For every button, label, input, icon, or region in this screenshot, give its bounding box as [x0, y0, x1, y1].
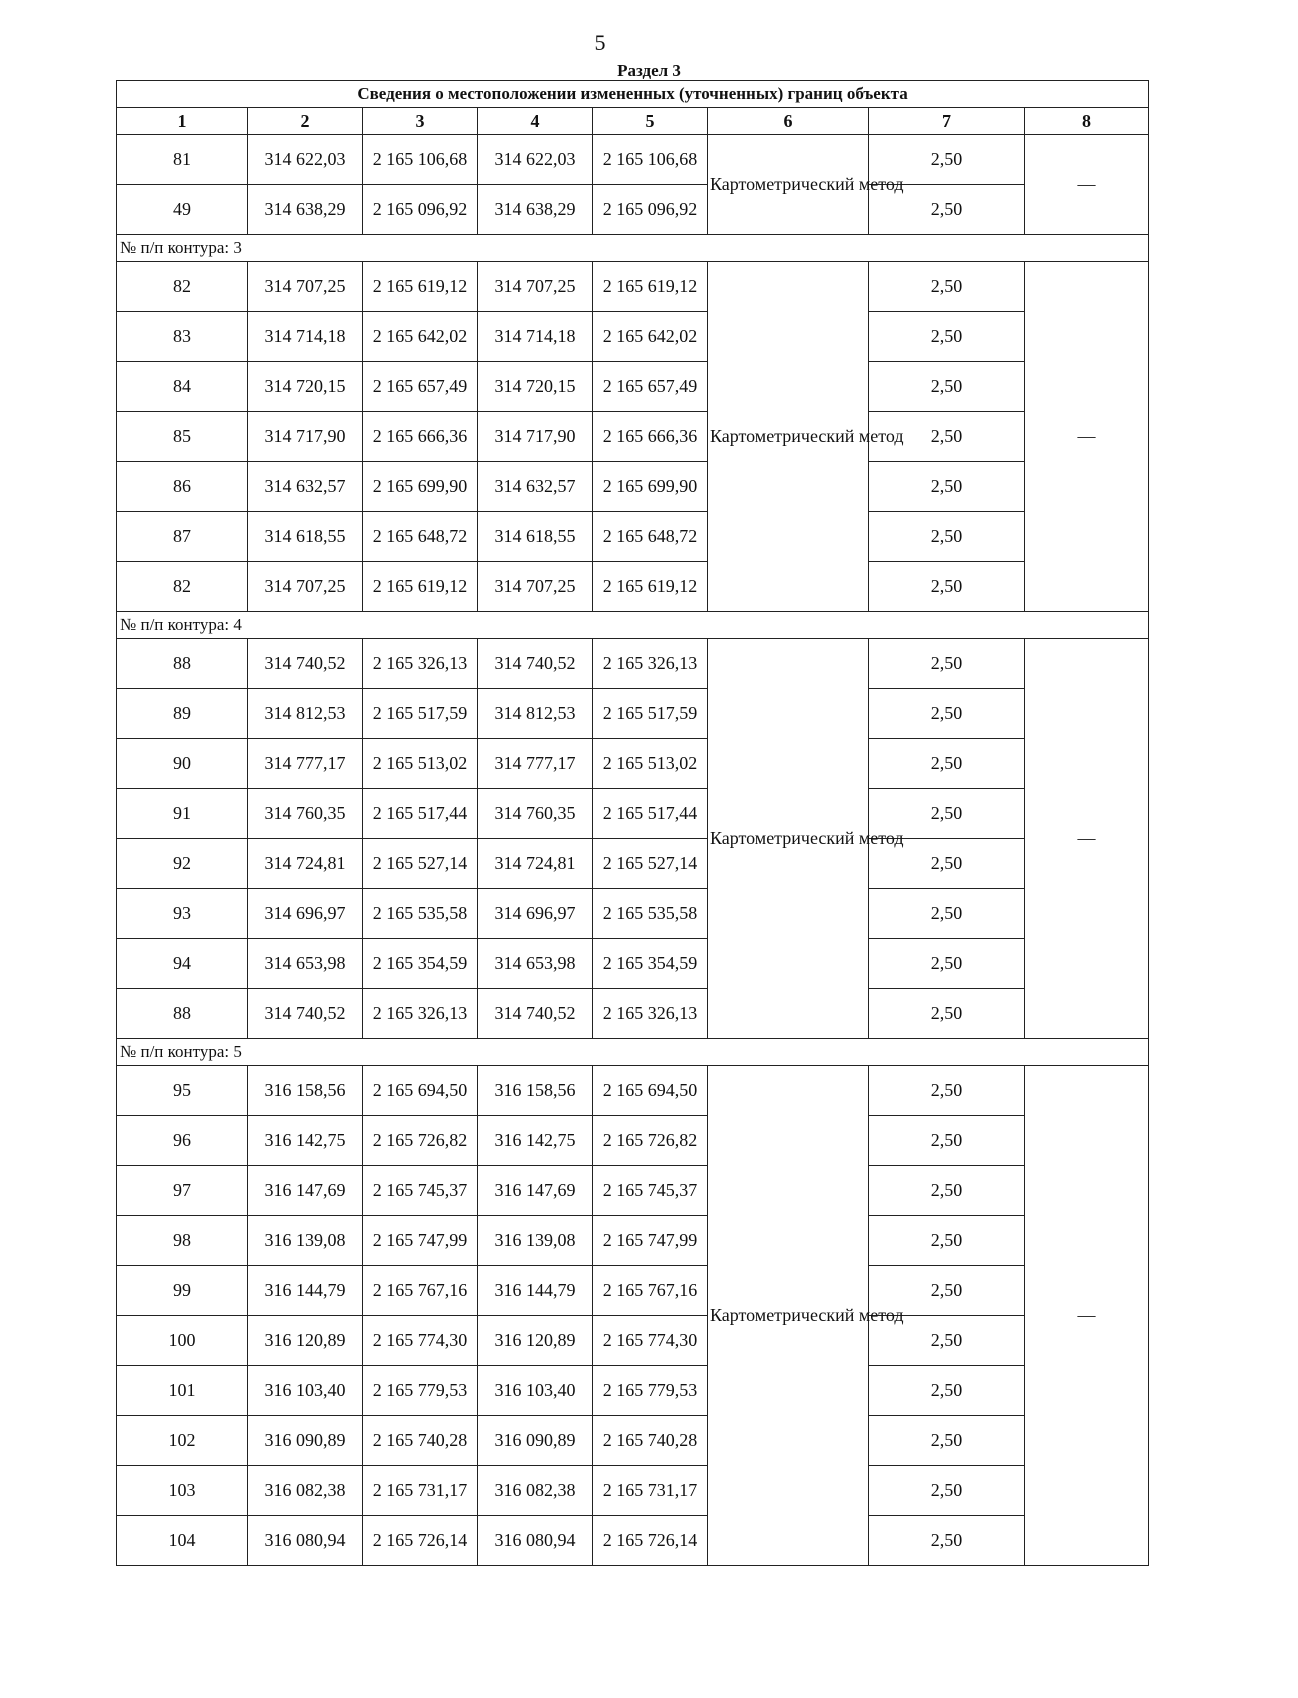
existing-x-cell: 314 622,03 [248, 135, 363, 185]
contour-label: № п/п контура: 5 [117, 1039, 1149, 1066]
refined-y-cell: 2 165 106,68 [593, 135, 708, 185]
point-number-cell: 88 [117, 989, 248, 1039]
existing-y-cell: 2 165 535,58 [363, 889, 478, 939]
refined-y-cell: 2 165 657,49 [593, 362, 708, 412]
refined-y-cell: 2 165 513,02 [593, 739, 708, 789]
existing-y-cell: 2 165 694,50 [363, 1066, 478, 1116]
accuracy-cell: 2,50 [869, 689, 1025, 739]
page-number: 5 [594, 30, 606, 55]
table-row [117, 989, 1149, 1039]
refined-x-cell: 316 147,69 [478, 1166, 593, 1216]
table-row [117, 789, 1149, 839]
existing-x-cell: 316 082,38 [248, 1466, 363, 1516]
refined-y-cell: 2 165 096,92 [593, 185, 708, 235]
refined-y-cell: 2 165 747,99 [593, 1216, 708, 1266]
table-row [117, 839, 1149, 889]
refined-x-cell: 314 760,35 [478, 789, 593, 839]
column-header-row [117, 108, 1149, 135]
existing-y-cell: 2 165 517,44 [363, 789, 478, 839]
refined-x-cell: 314 714,18 [478, 312, 593, 362]
accuracy-cell: 2,50 [869, 1266, 1025, 1316]
existing-x-cell: 314 740,52 [248, 989, 363, 1039]
existing-y-cell: 2 165 767,16 [363, 1266, 478, 1316]
refined-y-cell: 2 165 745,37 [593, 1166, 708, 1216]
existing-x-cell: 316 144,79 [248, 1266, 363, 1316]
point-number-cell: 82 [117, 262, 248, 312]
refined-x-cell: 314 638,29 [478, 185, 593, 235]
existing-y-cell: 2 165 657,49 [363, 362, 478, 412]
existing-y-cell: 2 165 747,99 [363, 1216, 478, 1266]
accuracy-cell: 2,50 [869, 889, 1025, 939]
accuracy-cell: 2,50 [869, 262, 1025, 312]
existing-y-cell: 2 165 527,14 [363, 839, 478, 889]
table-row [117, 1466, 1149, 1516]
table-caption: Сведения о местоположении измененных (уточненных) границ объекта [117, 81, 1149, 108]
accuracy-cell: 2,50 [869, 1516, 1025, 1566]
existing-y-cell: 2 165 106,68 [363, 135, 478, 185]
refined-x-cell: 314 717,90 [478, 412, 593, 462]
refined-x-cell: 314 707,25 [478, 562, 593, 612]
accuracy-cell: 2,50 [869, 412, 1025, 462]
existing-x-cell: 314 707,25 [248, 562, 363, 612]
existing-y-cell: 2 165 774,30 [363, 1316, 478, 1366]
contour-label-row [117, 612, 1149, 639]
boundary-coordinates-table [116, 80, 1149, 1566]
refined-y-cell: 2 165 779,53 [593, 1366, 708, 1416]
accuracy-cell: 2,50 [869, 1316, 1025, 1366]
method-cell: Картометрический метод [708, 1066, 869, 1566]
existing-x-cell: 314 777,17 [248, 739, 363, 789]
existing-y-cell: 2 165 666,36 [363, 412, 478, 462]
point-number-cell: 92 [117, 839, 248, 889]
existing-x-cell: 316 139,08 [248, 1216, 363, 1266]
table-row [117, 1316, 1149, 1366]
existing-x-cell: 316 080,94 [248, 1516, 363, 1566]
accuracy-cell: 2,50 [869, 1116, 1025, 1166]
point-number-cell: 99 [117, 1266, 248, 1316]
accuracy-cell: 2,50 [869, 839, 1025, 889]
refined-x-cell: 314 724,81 [478, 839, 593, 889]
point-number-cell: 91 [117, 789, 248, 839]
existing-x-cell: 314 760,35 [248, 789, 363, 839]
existing-y-cell: 2 165 513,02 [363, 739, 478, 789]
refined-x-cell: 314 696,97 [478, 889, 593, 939]
refined-x-cell: 316 142,75 [478, 1116, 593, 1166]
section-title: Раздел 3 [617, 61, 681, 80]
column-header: 3 [363, 108, 478, 135]
table-body [117, 135, 1149, 1566]
point-number-cell: 96 [117, 1116, 248, 1166]
method-cell: Картометрический метод [708, 262, 869, 612]
contour-label-row [117, 235, 1149, 262]
column-header: 8 [1025, 108, 1149, 135]
accuracy-cell: 2,50 [869, 1366, 1025, 1416]
column-header: 5 [593, 108, 708, 135]
table-row [117, 362, 1149, 412]
point-number-cell: 94 [117, 939, 248, 989]
note-cell: — [1025, 135, 1149, 235]
existing-y-cell: 2 165 731,17 [363, 1466, 478, 1516]
existing-y-cell: 2 165 096,92 [363, 185, 478, 235]
contour-label: № п/п контура: 4 [117, 612, 1149, 639]
table-row [117, 1516, 1149, 1566]
note-cell: — [1025, 1066, 1149, 1566]
existing-x-cell: 314 618,55 [248, 512, 363, 562]
refined-x-cell: 314 740,52 [478, 989, 593, 1039]
table-row [117, 262, 1149, 312]
table-row [117, 412, 1149, 462]
point-number-cell: 93 [117, 889, 248, 939]
existing-y-cell: 2 165 619,12 [363, 262, 478, 312]
existing-x-cell: 316 103,40 [248, 1366, 363, 1416]
contour-label: № п/п контура: 3 [117, 235, 1149, 262]
accuracy-cell: 2,50 [869, 939, 1025, 989]
accuracy-cell: 2,50 [869, 135, 1025, 185]
refined-y-cell: 2 165 666,36 [593, 412, 708, 462]
table-row [117, 739, 1149, 789]
existing-x-cell: 314 724,81 [248, 839, 363, 889]
refined-x-cell: 316 120,89 [478, 1316, 593, 1366]
existing-y-cell: 2 165 326,13 [363, 639, 478, 689]
refined-y-cell: 2 165 726,82 [593, 1116, 708, 1166]
point-number-cell: 86 [117, 462, 248, 512]
table-row [117, 185, 1149, 235]
refined-y-cell: 2 165 774,30 [593, 1316, 708, 1366]
refined-y-cell: 2 165 767,16 [593, 1266, 708, 1316]
accuracy-cell: 2,50 [869, 789, 1025, 839]
point-number-cell: 88 [117, 639, 248, 689]
refined-x-cell: 314 622,03 [478, 135, 593, 185]
refined-x-cell: 316 103,40 [478, 1366, 593, 1416]
accuracy-cell: 2,50 [869, 312, 1025, 362]
existing-y-cell: 2 165 326,13 [363, 989, 478, 1039]
refined-x-cell: 314 720,15 [478, 362, 593, 412]
point-number-cell: 85 [117, 412, 248, 462]
refined-x-cell: 316 090,89 [478, 1416, 593, 1466]
point-number-cell: 95 [117, 1066, 248, 1116]
point-number-cell: 90 [117, 739, 248, 789]
note-cell: — [1025, 639, 1149, 1039]
existing-x-cell: 314 696,97 [248, 889, 363, 939]
refined-y-cell: 2 165 619,12 [593, 562, 708, 612]
table-row [117, 1366, 1149, 1416]
table-row [117, 1216, 1149, 1266]
note-cell: — [1025, 262, 1149, 612]
existing-x-cell: 314 714,18 [248, 312, 363, 362]
refined-y-cell: 2 165 354,59 [593, 939, 708, 989]
existing-x-cell: 314 632,57 [248, 462, 363, 512]
accuracy-cell: 2,50 [869, 989, 1025, 1039]
point-number-cell: 89 [117, 689, 248, 739]
refined-x-cell: 316 080,94 [478, 1516, 593, 1566]
point-number-cell: 82 [117, 562, 248, 612]
point-number-cell: 87 [117, 512, 248, 562]
accuracy-cell: 2,50 [869, 1166, 1025, 1216]
point-number-cell: 102 [117, 1416, 248, 1466]
refined-x-cell: 316 144,79 [478, 1266, 593, 1316]
point-number-cell: 83 [117, 312, 248, 362]
refined-y-cell: 2 165 619,12 [593, 262, 708, 312]
refined-y-cell: 2 165 648,72 [593, 512, 708, 562]
existing-x-cell: 316 090,89 [248, 1416, 363, 1466]
accuracy-cell: 2,50 [869, 1416, 1025, 1466]
table-row [117, 1116, 1149, 1166]
accuracy-cell: 2,50 [869, 512, 1025, 562]
table-row [117, 689, 1149, 739]
refined-y-cell: 2 165 740,28 [593, 1416, 708, 1466]
refined-x-cell: 314 707,25 [478, 262, 593, 312]
refined-y-cell: 2 165 699,90 [593, 462, 708, 512]
table-row [117, 135, 1149, 185]
method-cell: Картометрический метод [708, 639, 869, 1039]
table-row [117, 462, 1149, 512]
existing-x-cell: 316 147,69 [248, 1166, 363, 1216]
column-header: 4 [478, 108, 593, 135]
refined-y-cell: 2 165 517,59 [593, 689, 708, 739]
existing-x-cell: 316 158,56 [248, 1066, 363, 1116]
accuracy-cell: 2,50 [869, 362, 1025, 412]
existing-x-cell: 314 720,15 [248, 362, 363, 412]
refined-y-cell: 2 165 326,13 [593, 989, 708, 1039]
table-row [117, 889, 1149, 939]
table-row [117, 312, 1149, 362]
refined-y-cell: 2 165 535,58 [593, 889, 708, 939]
accuracy-cell: 2,50 [869, 462, 1025, 512]
point-number-cell: 98 [117, 1216, 248, 1266]
refined-y-cell: 2 165 517,44 [593, 789, 708, 839]
existing-y-cell: 2 165 745,37 [363, 1166, 478, 1216]
existing-y-cell: 2 165 779,53 [363, 1366, 478, 1416]
point-number-cell: 100 [117, 1316, 248, 1366]
accuracy-cell: 2,50 [869, 639, 1025, 689]
table-row [117, 512, 1149, 562]
accuracy-cell: 2,50 [869, 1466, 1025, 1516]
point-number-cell: 104 [117, 1516, 248, 1566]
accuracy-cell: 2,50 [869, 562, 1025, 612]
accuracy-cell: 2,50 [869, 185, 1025, 235]
existing-y-cell: 2 165 699,90 [363, 462, 478, 512]
table-row [117, 562, 1149, 612]
table-row [117, 1166, 1149, 1216]
refined-x-cell: 314 653,98 [478, 939, 593, 989]
table-row [117, 939, 1149, 989]
existing-x-cell: 314 653,98 [248, 939, 363, 989]
existing-y-cell: 2 165 642,02 [363, 312, 478, 362]
accuracy-cell: 2,50 [869, 1066, 1025, 1116]
existing-y-cell: 2 165 726,82 [363, 1116, 478, 1166]
point-number-cell: 97 [117, 1166, 248, 1216]
refined-y-cell: 2 165 642,02 [593, 312, 708, 362]
existing-x-cell: 314 812,53 [248, 689, 363, 739]
table-row [117, 1066, 1149, 1116]
refined-x-cell: 316 082,38 [478, 1466, 593, 1516]
refined-y-cell: 2 165 326,13 [593, 639, 708, 689]
existing-y-cell: 2 165 648,72 [363, 512, 478, 562]
column-header: 7 [869, 108, 1025, 135]
refined-y-cell: 2 165 731,17 [593, 1466, 708, 1516]
accuracy-cell: 2,50 [869, 1216, 1025, 1266]
refined-x-cell: 314 812,53 [478, 689, 593, 739]
column-header: 2 [248, 108, 363, 135]
existing-x-cell: 314 717,90 [248, 412, 363, 462]
existing-y-cell: 2 165 740,28 [363, 1416, 478, 1466]
point-number-cell: 49 [117, 185, 248, 235]
method-cell: Картометрический метод [708, 135, 869, 235]
existing-x-cell: 314 638,29 [248, 185, 363, 235]
existing-x-cell: 314 707,25 [248, 262, 363, 312]
refined-x-cell: 316 139,08 [478, 1216, 593, 1266]
refined-y-cell: 2 165 527,14 [593, 839, 708, 889]
existing-y-cell: 2 165 726,14 [363, 1516, 478, 1566]
table-row [117, 639, 1149, 689]
existing-x-cell: 316 142,75 [248, 1116, 363, 1166]
refined-x-cell: 314 632,57 [478, 462, 593, 512]
column-header: 1 [117, 108, 248, 135]
existing-y-cell: 2 165 517,59 [363, 689, 478, 739]
existing-y-cell: 2 165 619,12 [363, 562, 478, 612]
point-number-cell: 81 [117, 135, 248, 185]
refined-x-cell: 314 618,55 [478, 512, 593, 562]
refined-y-cell: 2 165 694,50 [593, 1066, 708, 1116]
refined-y-cell: 2 165 726,14 [593, 1516, 708, 1566]
refined-x-cell: 314 777,17 [478, 739, 593, 789]
accuracy-cell: 2,50 [869, 739, 1025, 789]
existing-x-cell: 314 740,52 [248, 639, 363, 689]
column-header: 6 [708, 108, 869, 135]
refined-x-cell: 314 740,52 [478, 639, 593, 689]
refined-x-cell: 316 158,56 [478, 1066, 593, 1116]
existing-x-cell: 316 120,89 [248, 1316, 363, 1366]
table-row [117, 1416, 1149, 1466]
contour-label-row [117, 1039, 1149, 1066]
point-number-cell: 103 [117, 1466, 248, 1516]
table-row [117, 1266, 1149, 1316]
existing-y-cell: 2 165 354,59 [363, 939, 478, 989]
point-number-cell: 101 [117, 1366, 248, 1416]
point-number-cell: 84 [117, 362, 248, 412]
